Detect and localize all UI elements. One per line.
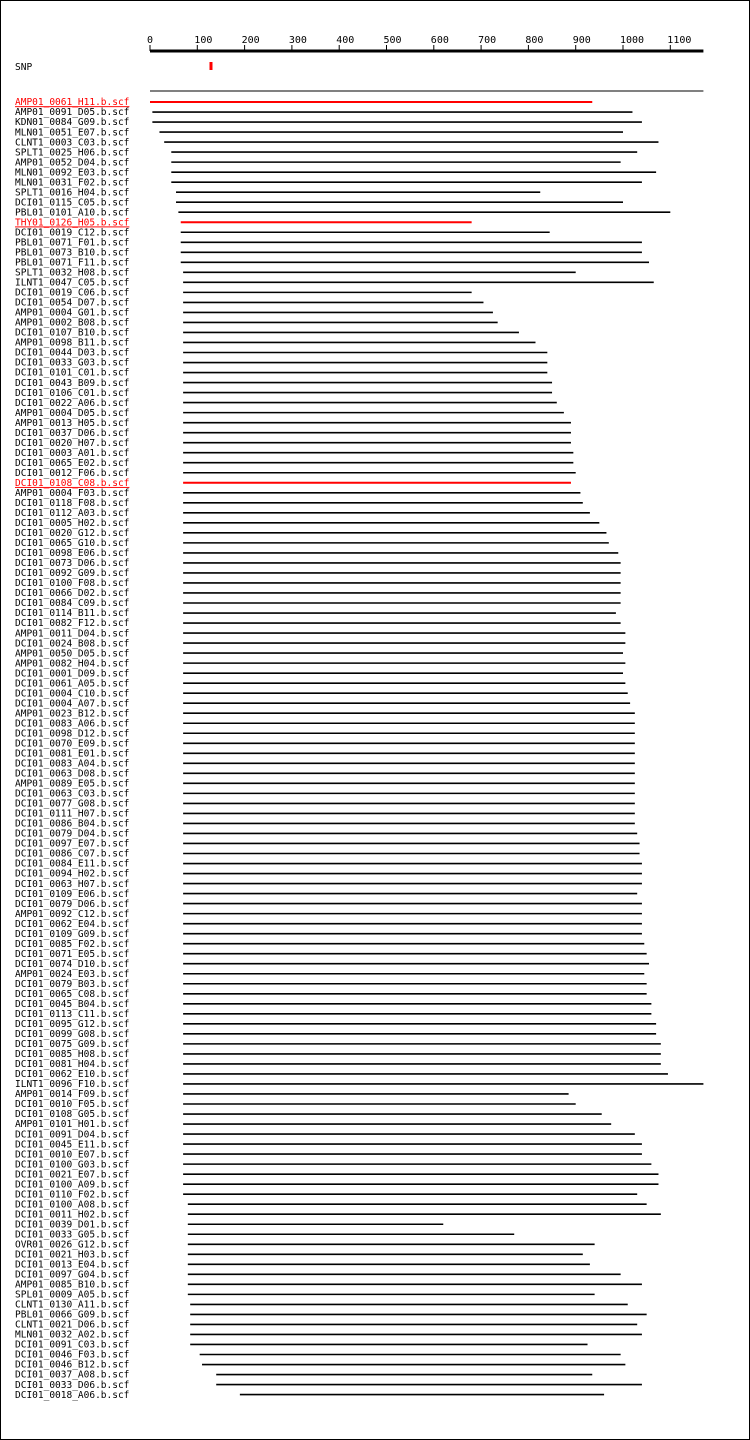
read-name[interactable]: SPLT1_0025_H06.b.scf <box>15 147 130 159</box>
read-name[interactable]: DCI01_0092_G09.b.scf <box>15 568 130 580</box>
snp-track-label: SNP <box>15 62 33 73</box>
read-name[interactable]: DCI01_0033_G03.b.scf <box>15 357 130 369</box>
read-name[interactable]: DCI01_0004_A07.b.scf <box>15 698 130 710</box>
read-name[interactable]: DCI01_0001_D09.b.scf <box>15 668 130 680</box>
read-name[interactable]: DCI01_0091_D04.b.scf <box>15 1129 130 1141</box>
read-name[interactable]: DCI01_0100_G03.b.scf <box>15 1159 130 1171</box>
read-name[interactable]: DCI01_0107_B10.b.scf <box>15 327 130 339</box>
read-name[interactable]: DCI01_0101_C01.b.scf <box>15 367 130 379</box>
read-name[interactable]: DCI01_0100_F08.b.scf <box>15 578 130 590</box>
read-name[interactable]: AMP01_0004_F03.b.scf <box>15 487 130 499</box>
read-name[interactable]: DCI01_0024_B08.b.scf <box>15 638 130 650</box>
read-name[interactable]: DCI01_0108_G05.b.scf <box>15 1109 130 1121</box>
read-name[interactable]: DCI01_0118_F08.b.scf <box>15 498 130 509</box>
read-name[interactable]: DCI01_0083_A04.b.scf <box>15 758 130 770</box>
read-name[interactable]: DCI01_0075_G09.b.scf <box>15 1039 130 1051</box>
read-name[interactable]: DCI01_0108_C08.b.scf <box>15 477 130 489</box>
read-name[interactable]: DCI01_0100_A09.b.scf <box>15 1179 130 1191</box>
read-name[interactable]: DCI01_0021_H03.b.scf <box>15 1249 130 1261</box>
read-name[interactable]: DCI01_0019_C12.b.scf <box>15 227 130 239</box>
read-name[interactable]: DCI01_0043_B09.b.scf <box>15 377 130 389</box>
read-name[interactable]: DCI01_0084_C09.b.scf <box>15 598 130 610</box>
read-name[interactable]: DCI01_0098_D12.b.scf <box>15 728 130 740</box>
read-name[interactable]: AMP01_0089_E05.b.scf <box>15 778 130 790</box>
read-name[interactable]: DCI01_0077_G08.b.scf <box>15 798 130 810</box>
read-name[interactable]: DCI01_0109_G09.b.scf <box>15 928 130 940</box>
read-name[interactable]: DCI01_0084_E11.b.scf <box>15 858 130 870</box>
read-name[interactable]: DCI01_0109_E06.b.scf <box>15 888 130 900</box>
read-name[interactable]: PBL01_0066_G09.b.scf <box>15 1309 130 1321</box>
read-name[interactable]: DCI01_0063_H07.b.scf <box>15 878 130 890</box>
read-name[interactable]: DCI01_0099_G08.b.scf <box>15 1029 130 1041</box>
read-name[interactable]: DCI01_0021_E07.b.scf <box>15 1169 130 1181</box>
read-name[interactable]: DCI01_0086_B04.b.scf <box>15 818 130 830</box>
read-name[interactable]: DCI01_0012_F06.b.scf <box>15 467 130 479</box>
ruler-tick-label: 400 <box>336 35 355 46</box>
read-name[interactable]: DCI01_0065_C08.b.scf <box>15 988 130 1000</box>
read-name[interactable]: DCI01_0020_G12.b.scf <box>15 528 130 540</box>
read-name[interactable]: AMP01_0024_E03.b.scf <box>15 968 130 980</box>
read-name[interactable]: DCI01_0019_C06.b.scf <box>15 287 130 299</box>
read-name[interactable]: CLNT1_0021_D06.b.scf <box>15 1319 130 1331</box>
read-name[interactable]: DCI01_0010_E07.b.scf <box>15 1149 130 1161</box>
read-name[interactable]: DCI01_0004_C10.b.scf <box>15 688 130 700</box>
read-name[interactable]: AMP01_0098_B11.b.scf <box>15 337 130 349</box>
read-name[interactable]: AMP01_0004_D05.b.scf <box>15 407 130 419</box>
read-name[interactable]: DCI01_0079_D04.b.scf <box>15 828 130 840</box>
read-alignment-plot <box>1 1 749 1439</box>
ruler-tick-label: 500 <box>383 35 402 46</box>
read-name[interactable]: DCI01_0091_C03.b.scf <box>15 1339 130 1351</box>
read-name[interactable]: MLN01_0032_A02.b.scf <box>15 1329 130 1341</box>
read-name[interactable]: DCI01_0074_D10.b.scf <box>15 958 130 970</box>
ruler-tick-label: 0 <box>147 35 154 46</box>
read-name[interactable]: DCI01_0100_A08.b.scf <box>15 1199 130 1211</box>
read-name[interactable]: DCI01_0062_E04.b.scf <box>15 918 130 930</box>
read-name[interactable]: SPL01_0009_A05.b.scf <box>15 1289 130 1301</box>
read-name[interactable]: DCI01_0073_D06.b.scf <box>15 558 130 570</box>
ruler-tick-label: 1100 <box>667 35 692 46</box>
read-name[interactable]: DCI01_0065_G10.b.scf <box>15 538 130 550</box>
read-name[interactable]: PBL01_0073_B10.b.scf <box>15 247 130 259</box>
read-name[interactable]: AMP01_0052_D04.b.scf <box>15 157 130 169</box>
read-name[interactable]: AMP01_0082_H04.b.scf <box>15 658 130 670</box>
ruler-tick-label: 200 <box>241 35 260 46</box>
read-name[interactable]: DCI01_0111_H07.b.scf <box>15 808 130 820</box>
read-name[interactable]: MLN01_0092_E03.b.scf <box>15 167 130 179</box>
read-name[interactable]: DCI01_0063_D08.b.scf <box>15 768 130 780</box>
read-name[interactable]: DCI01_0039_D01.b.scf <box>15 1219 130 1231</box>
read-name[interactable]: DCI01_0079_B03.b.scf <box>15 978 130 990</box>
read-name[interactable]: DCI01_0044_D03.b.scf <box>15 347 130 359</box>
ruler-tick-label: 100 <box>194 35 213 46</box>
read-name[interactable]: MLN01_0051_E07.b.scf <box>15 127 130 139</box>
read-name[interactable]: DCI01_0061_A05.b.scf <box>15 678 130 690</box>
read-name[interactable]: AMP01_0011_D04.b.scf <box>15 628 130 640</box>
read-name[interactable]: MLN01_0031_F02.b.scf <box>15 177 130 189</box>
read-name[interactable]: DCI01_0097_G04.b.scf <box>15 1269 130 1281</box>
read-name[interactable]: DCI01_0098_E06.b.scf <box>15 548 130 560</box>
read-name[interactable]: DCI01_0113_C11.b.scf <box>15 1009 130 1021</box>
read-name[interactable]: DCI01_0110_F02.b.scf <box>15 1189 130 1201</box>
read-name[interactable]: AMP01_0004_G01.b.scf <box>15 307 130 319</box>
read-name[interactable]: DCI01_0081_H04.b.scf <box>15 1059 130 1071</box>
read-name[interactable]: DCI01_0010_F05.b.scf <box>15 1099 130 1111</box>
ruler-tick-label: 600 <box>430 35 449 46</box>
read-name[interactable]: KDN01_0084_G09.b.scf <box>15 117 130 129</box>
read-name[interactable]: DCI01_0018_A06.b.scf <box>15 1389 130 1401</box>
read-name[interactable]: DCI01_0085_F02.b.scf <box>15 938 130 950</box>
ruler-tick-label: 700 <box>478 35 497 46</box>
read-name[interactable]: PBL01_0101_A10.b.scf <box>15 207 130 219</box>
read-name[interactable]: DCI01_0097_E07.b.scf <box>15 838 130 850</box>
read-name[interactable]: DCI01_0114_B11.b.scf <box>15 608 130 620</box>
read-name[interactable]: DCI01_0046_F03.b.scf <box>15 1349 130 1361</box>
read-name[interactable]: DCI01_0086_C07.b.scf <box>15 848 130 860</box>
read-name[interactable]: AMP01_0050_D05.b.scf <box>15 648 130 660</box>
read-name[interactable]: DCI01_0046_B12.b.scf <box>15 1359 130 1371</box>
read-name[interactable]: SPLT1_0016_H04.b.scf <box>15 187 130 199</box>
read-name[interactable]: PBL01_0071_F11.b.scf <box>15 257 130 269</box>
read-name[interactable]: ILNT1_0047_C05.b.scf <box>15 277 130 289</box>
read-name[interactable]: DCI01_0013_E04.b.scf <box>15 1259 130 1271</box>
read-name[interactable]: DCI01_0033_D06.b.scf <box>15 1379 130 1391</box>
read-name[interactable]: DCI01_0003_A01.b.scf <box>15 447 130 459</box>
read-name[interactable]: DCI01_0033_G05.b.scf <box>15 1229 130 1241</box>
read-name[interactable]: DCI01_0112_A03.b.scf <box>15 508 130 520</box>
read-name[interactable]: DCI01_0106_C01.b.scf <box>15 387 130 399</box>
read-name[interactable]: DCI01_0065_E02.b.scf <box>15 457 130 469</box>
read-name[interactable]: PBL01_0071_F01.b.scf <box>15 237 130 249</box>
read-name[interactable]: OVR01_0026_G12.b.scf <box>15 1239 130 1251</box>
ruler-tick-label: 800 <box>525 35 544 46</box>
read-name[interactable]: DCI01_0005_H02.b.scf <box>15 518 130 530</box>
read-name[interactable]: DCI01_0022_A06.b.scf <box>15 397 130 409</box>
read-name[interactable]: AMP01_0092_C12.b.scf <box>15 908 130 920</box>
ruler-tick-label: 1000 <box>620 35 645 46</box>
read-name[interactable]: AMP01_0085_B10.b.scf <box>15 1279 130 1291</box>
ruler-tick-label: 900 <box>572 35 591 46</box>
ruler-tick-label: 300 <box>288 35 307 46</box>
read-name[interactable]: DCI01_0063_C03.b.scf <box>15 788 130 800</box>
read-name[interactable]: DCI01_0071_E05.b.scf <box>15 948 130 960</box>
read-name[interactable]: DCI01_0081_E01.b.scf <box>15 748 130 760</box>
read-name[interactable]: DCI01_0037_A08.b.scf <box>15 1369 130 1381</box>
read-name[interactable]: DCI01_0045_E11.b.scf <box>15 1139 130 1151</box>
read-name[interactable]: THY01_0126_H05.b.scf <box>15 217 130 229</box>
read-name[interactable]: AMP01_0061_H11.b.scf <box>15 97 130 109</box>
read-name[interactable]: DCI01_0115_C05.b.scf <box>15 197 130 209</box>
read-name[interactable]: DCI01_0054_D07.b.scf <box>15 297 130 309</box>
read-name[interactable]: AMP01_0014_F09.b.scf <box>15 1089 130 1101</box>
read-name[interactable]: DCI01_0011_H02.b.scf <box>15 1209 130 1221</box>
read-name[interactable]: AMP01_0023_B12.b.scf <box>15 708 130 720</box>
read-name[interactable]: CLNT1_0003_C03.b.scf <box>15 137 130 149</box>
read-name[interactable]: DCI01_0083_A06.b.scf <box>15 718 130 730</box>
read-name[interactable]: DCI01_0085_H08.b.scf <box>15 1049 130 1061</box>
read-name[interactable]: DCI01_0095_G12.b.scf <box>15 1019 130 1031</box>
read-name[interactable]: DCI01_0037_D06.b.scf <box>15 427 130 439</box>
snp-marker <box>209 62 212 70</box>
read-name[interactable]: AMP01_0101_H01.b.scf <box>15 1119 130 1131</box>
read-name[interactable]: DCI01_0066_D02.b.scf <box>15 588 130 600</box>
read-name[interactable]: SPLT1_0032_H08.b.scf <box>15 267 130 279</box>
read-name[interactable]: AMP01_0091_D05.b.scf <box>15 107 130 119</box>
read-name[interactable]: AMP01_0002_B08.b.scf <box>15 317 130 329</box>
read-name[interactable]: DCI01_0079_D06.b.scf <box>15 898 130 910</box>
read-name[interactable]: DCI01_0070_E09.b.scf <box>15 738 130 750</box>
read-name[interactable]: DCI01_0062_E10.b.scf <box>15 1069 130 1081</box>
read-name[interactable]: DCI01_0094_H02.b.scf <box>15 868 130 880</box>
read-name[interactable]: DCI01_0082_F12.b.scf <box>15 618 130 630</box>
read-name[interactable]: DCI01_0020_H07.b.scf <box>15 437 130 449</box>
read-name[interactable]: CLNT1_0130_A11.b.scf <box>15 1299 130 1311</box>
read-name[interactable]: AMP01_0013_H05.b.scf <box>15 417 130 429</box>
read-name[interactable]: DCI01_0045_B04.b.scf <box>15 999 130 1010</box>
read-name[interactable]: ILNT1_0096_F10.b.scf <box>15 1079 130 1091</box>
